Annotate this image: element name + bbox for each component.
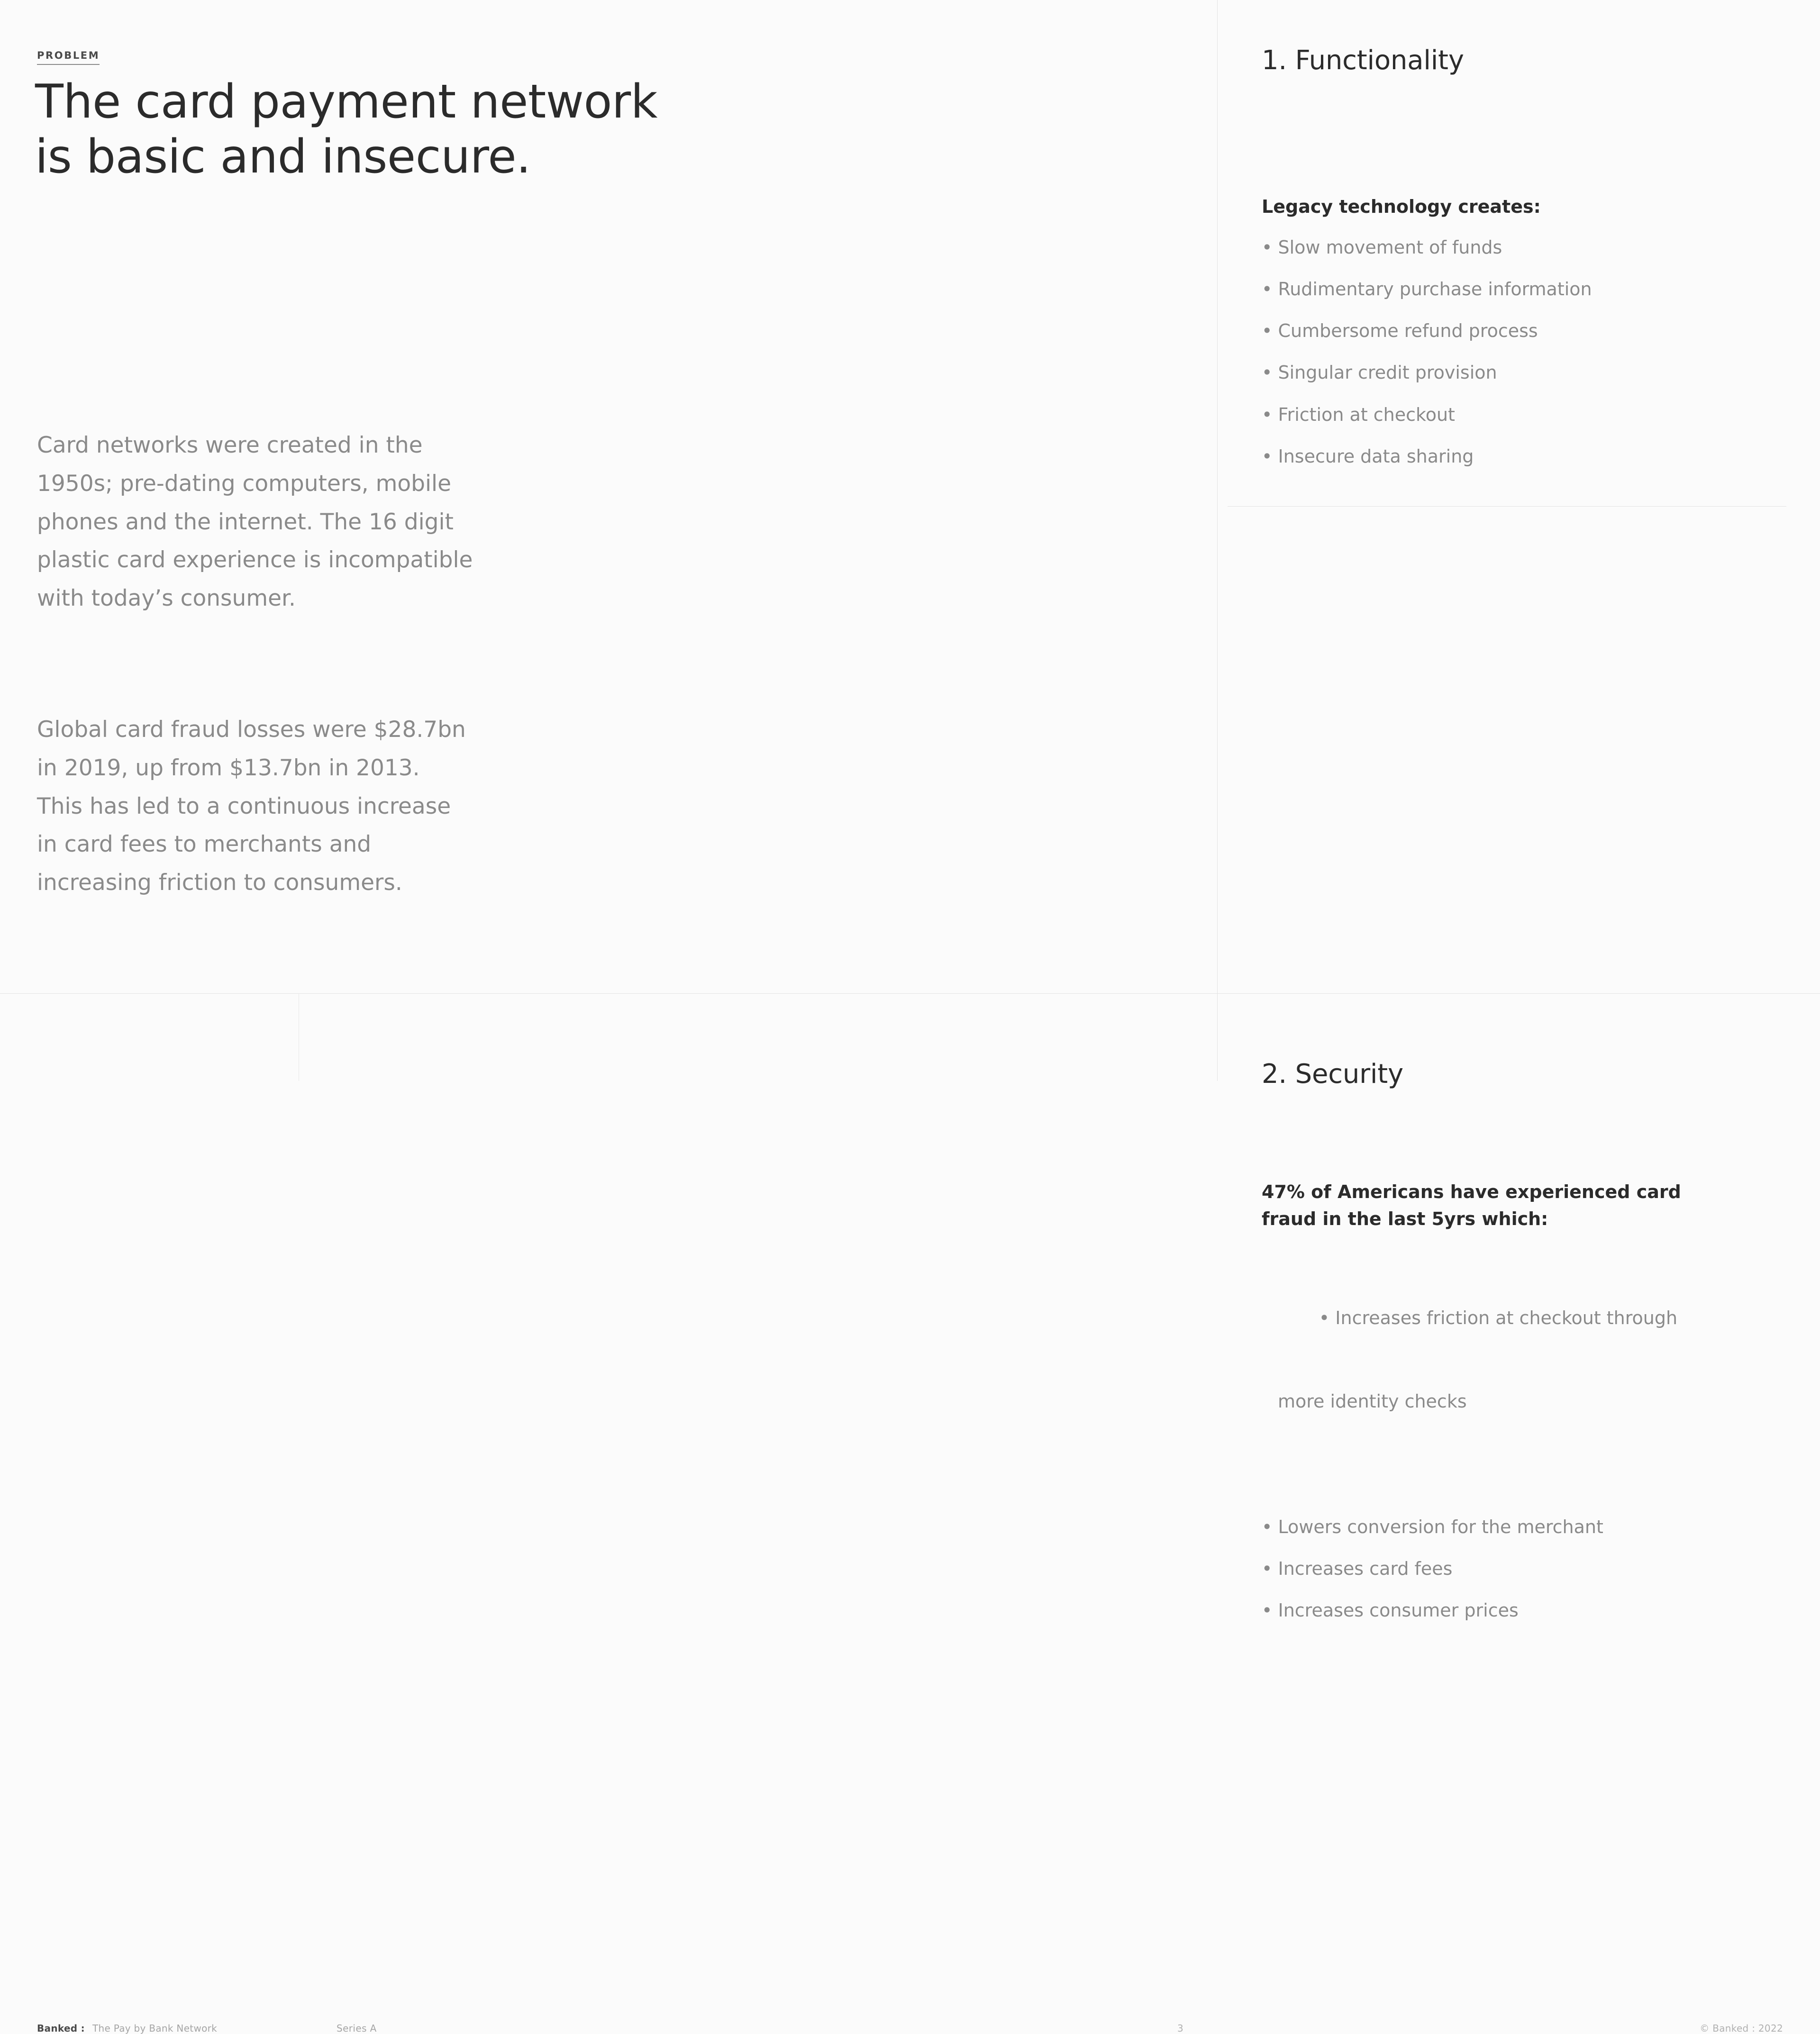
footer-brand xyxy=(37,2023,217,2034)
list-item: • Increases consumer prices xyxy=(1262,1600,1519,1621)
body-paragraph-1 xyxy=(37,427,653,618)
paragraph-2-line-1: Global card fraud losses were $28.7bn xyxy=(37,717,466,743)
panel-2-lead-line-1: 47% of Americans have experienced card xyxy=(1262,1181,1681,1202)
panel-separator xyxy=(1228,506,1786,507)
headline-line-2: is basic and insecure. xyxy=(35,129,531,184)
footer-series-label: Series A xyxy=(337,2023,377,2034)
footer-copyright: © Banked : 2022 xyxy=(1700,2023,1783,2034)
left-column xyxy=(0,0,1217,1081)
list-item: • Cumbersome refund process xyxy=(1262,320,1538,342)
brand-name: Banked : xyxy=(37,2023,85,2034)
list-item: • Singular credit provision xyxy=(1262,362,1497,383)
body-paragraph-2 xyxy=(37,711,653,902)
panel-1-lead xyxy=(1262,193,1764,220)
paragraph-1-line-5: with today’s consumer. xyxy=(37,585,296,612)
list-item: • Insecure data sharing xyxy=(1262,445,1474,467)
list-item-continuation: more identity checks xyxy=(1278,1391,1467,1412)
page-number: 3 xyxy=(1177,2023,1183,2034)
list-item: • Friction at checkout xyxy=(1262,404,1455,425)
paragraph-1-line-2: 1950s; pre-dating computers, mobile xyxy=(37,470,451,497)
section-eyebrow: PROBLEM xyxy=(37,50,100,65)
paragraph-2-line-3: This has led to a continuous increase xyxy=(37,793,451,819)
paragraph-1-line-4: plastic card experience is incompatible xyxy=(37,547,473,573)
list-item: • Slow movement of funds xyxy=(1262,237,1502,258)
paragraph-2-line-2: in 2019, up from $13.7bn in 2013. xyxy=(37,754,420,781)
panel-functionality xyxy=(1218,0,1820,506)
list-item: • Increases card fees xyxy=(1262,1558,1453,1580)
paragraph-2-line-5: increasing friction to consumers. xyxy=(37,870,402,896)
panel-1-lead-line-1: Legacy technology creates: xyxy=(1262,196,1541,217)
brand-tagline: The Pay by Bank Network xyxy=(92,2023,218,2034)
panel-2-title: 2. Security xyxy=(1262,1059,1403,1090)
right-column xyxy=(1218,0,1820,1621)
panel-2-bullet-list xyxy=(1262,1255,1778,1631)
list-item-text: • Increases friction at checkout through xyxy=(1319,1308,1678,1329)
panel-2-lead xyxy=(1262,1179,1764,1233)
paragraph-2-line-4: in card fees to merchants and xyxy=(37,831,372,858)
list-item xyxy=(1262,1255,1778,1506)
panel-2-lead-line-2: fraud in the last 5yrs which: xyxy=(1262,1208,1548,1229)
panel-1-title: 1. Functionality xyxy=(1262,45,1464,76)
paragraph-1-line-3: phones and the internet. The 16 digit xyxy=(37,508,454,535)
panel-1-bullet-list xyxy=(1262,227,1778,477)
list-item: • Rudimentary purchase information xyxy=(1262,279,1592,300)
paragraph-1-line-1: Card networks were created in the xyxy=(37,432,423,458)
panel-security xyxy=(1218,507,1820,1621)
list-item: • Lowers conversion for the merchant xyxy=(1262,1516,1603,1537)
page-title xyxy=(35,75,983,184)
headline-line-1: The card payment network xyxy=(35,75,657,129)
